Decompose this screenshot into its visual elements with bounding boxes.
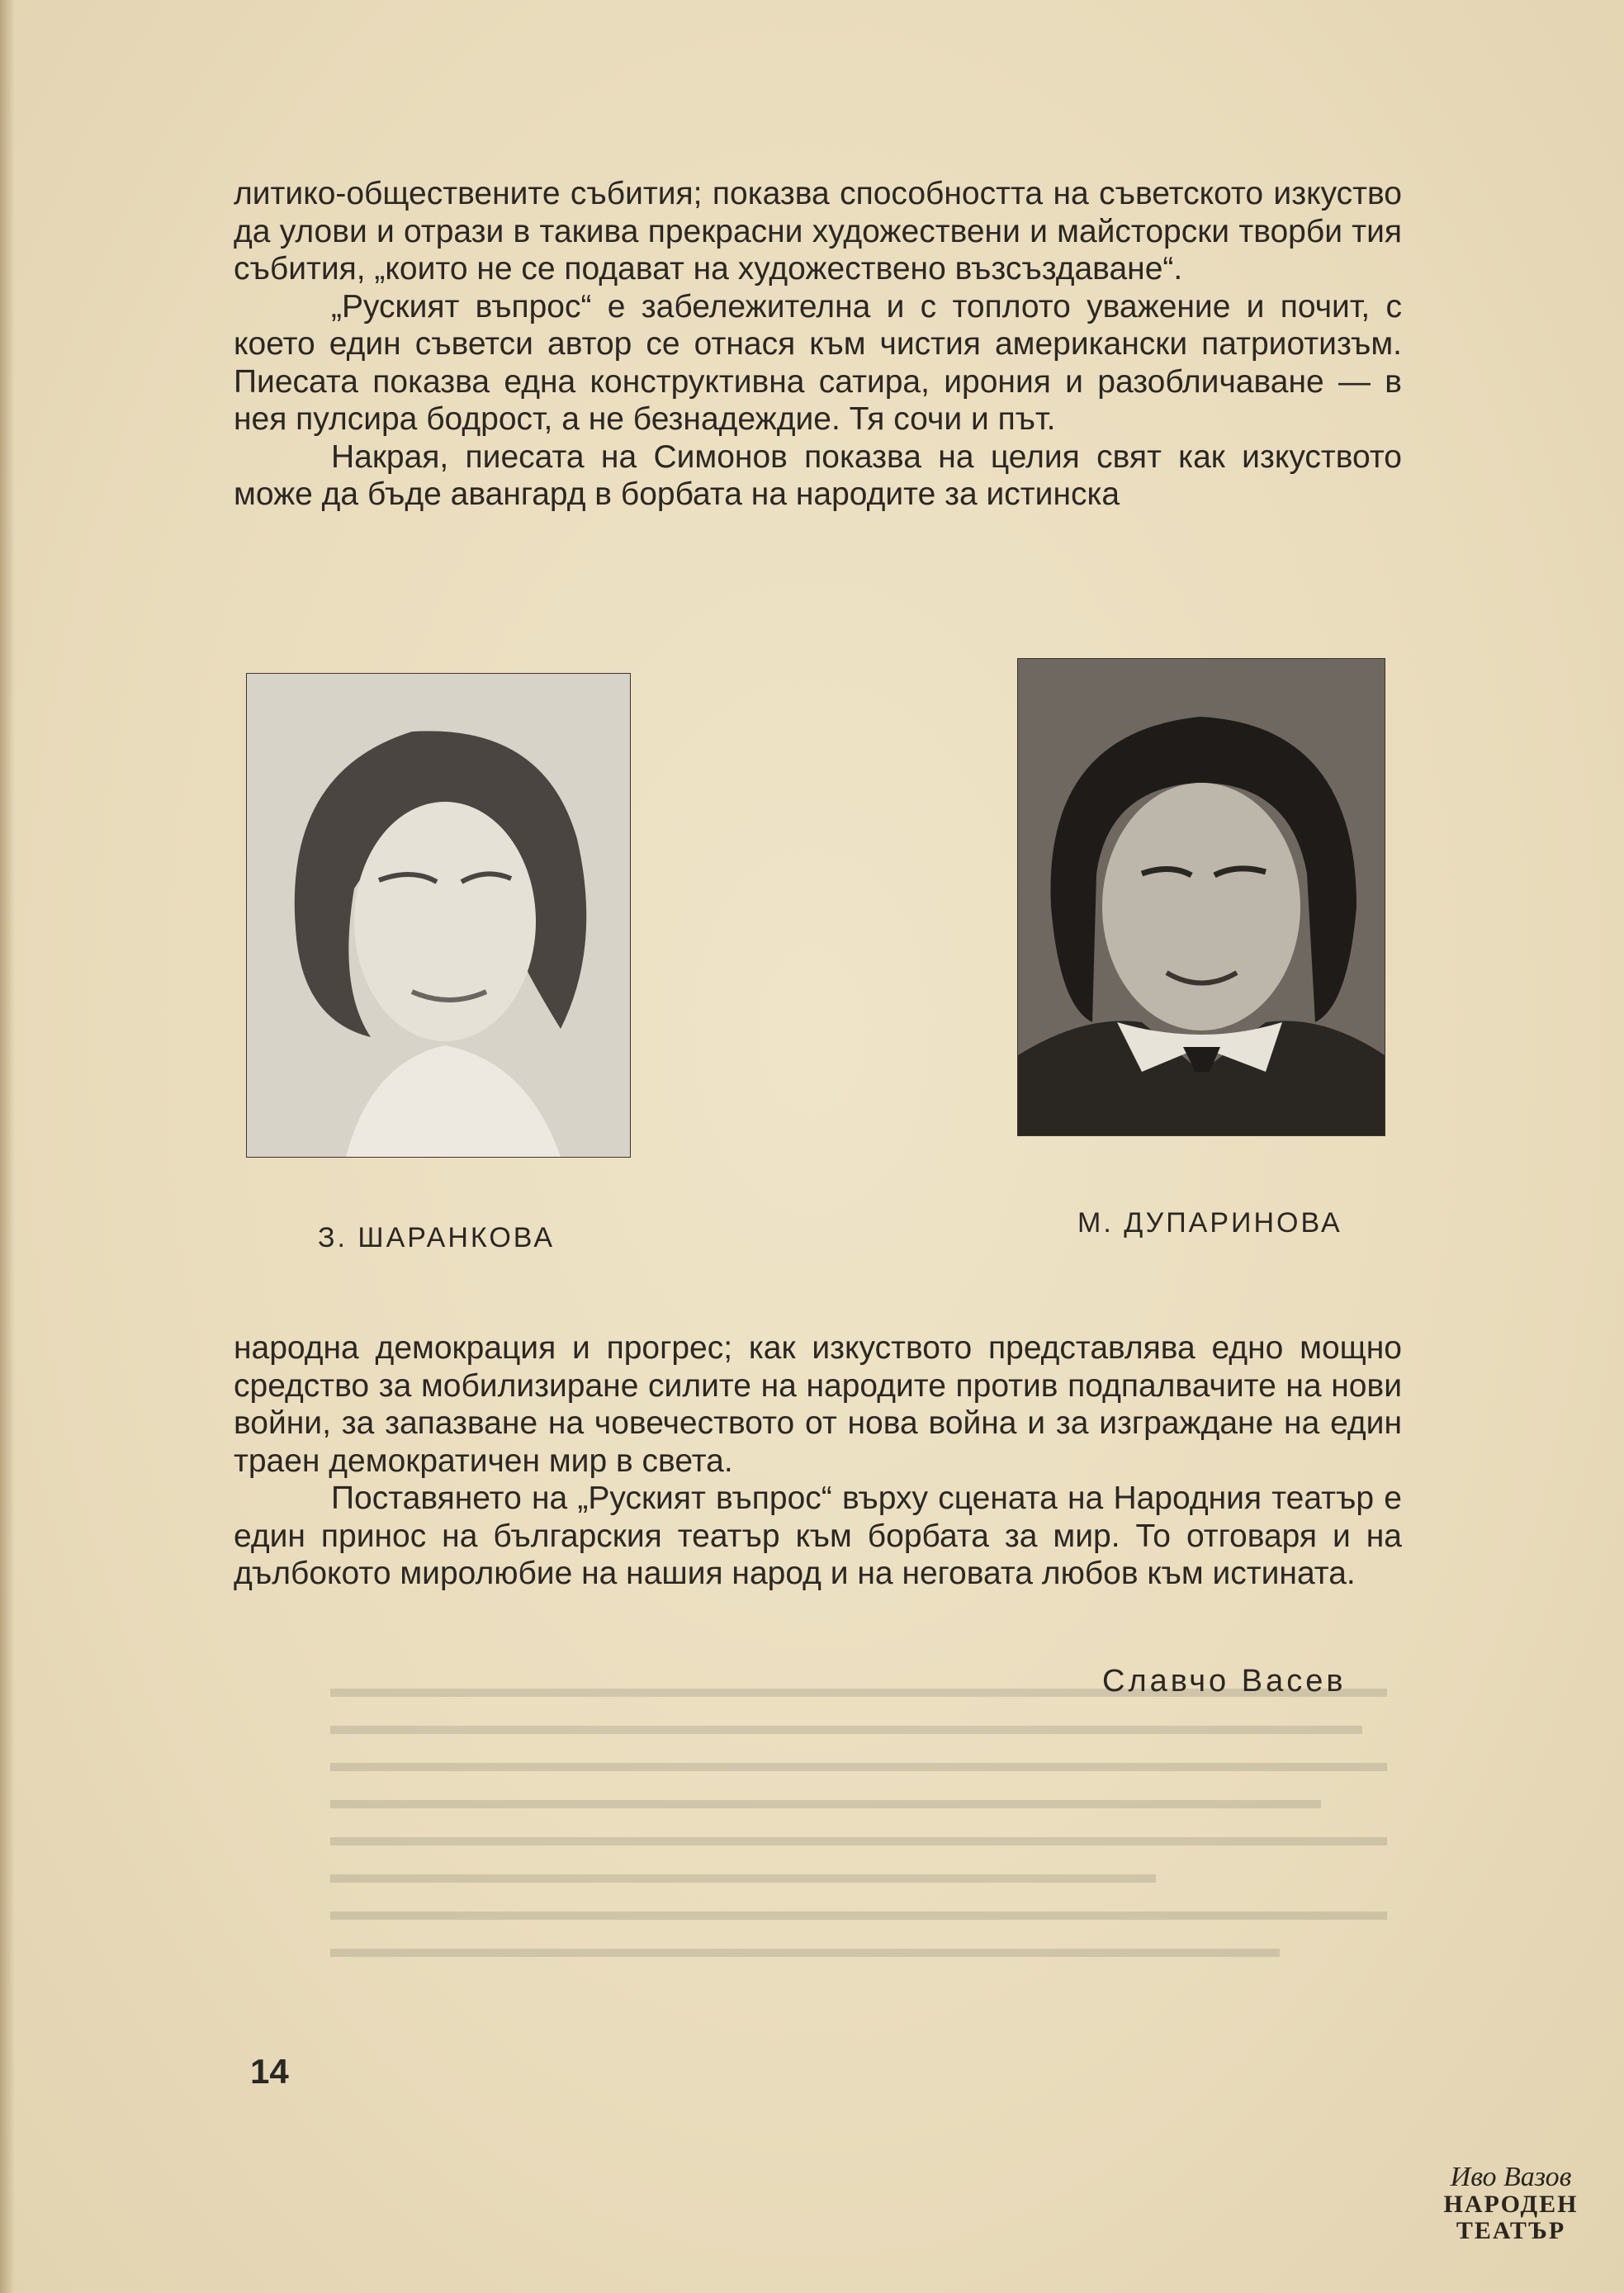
portrait-photo-duparinova — [1017, 658, 1385, 1136]
logo-line: ТЕАТЪР — [1456, 2217, 1566, 2244]
logo-line: НАРОДЕН — [1443, 2191, 1579, 2218]
national-theatre-logo — [1441, 2163, 1581, 2254]
paragraph: народна демокрация и прогрес; как изкуството представлява едно мощно средство за мобилизиране силите на народите против подпалвачите на нови войни, за запазване на човечеството от нова война и за изграждане на един траен демократичен мир в света. — [234, 1330, 1402, 1479]
paragraph: „Руският въпрос“ е забележителна и с топлото уважение и почит, с което един съветси автор се отнася към чистия американски патриотизъм. Пиесата показва една конструктивна сатира, ирония и разобличаване — в нея пулсира бодрост, а не безнадеждие. Тя сочи и път. — [234, 288, 1402, 437]
portrait-photo-sharankova — [246, 673, 631, 1158]
page-number: 14 — [250, 2052, 289, 2091]
page-edge-shadow — [0, 0, 15, 2293]
photo-caption: З. ШАРАНКОВА — [318, 1222, 555, 1253]
article-text-top — [234, 175, 1402, 514]
show-through-text — [330, 1676, 1404, 1965]
logo-script: Иво Вазов — [1450, 2162, 1572, 2192]
article-text-bottom — [234, 1329, 1402, 1593]
paragraph: литико-обществените събития; показва способността на съветското изкуство да улови и отрази в такива прекрасни художествени и майсторски творби тия събития, „които не се подават на художествено възсъздаване“. — [234, 176, 1402, 287]
paragraph: Накрая, пиесата на Симонов показва на целия свят как изкуството може да бъде авангард в борбата на народите за истинска — [234, 438, 1402, 512]
photo-caption: М. ДУПАРИНОВА — [1077, 1207, 1342, 1239]
paragraph: Поставянето на „Руският въпрос“ върху сцената на Народния театър е един принос на българския театър към борбата за мир. То отговаря и на дълбокото миролюбие на нашия народ и на неговата любов към истината. — [234, 1481, 1402, 1591]
author-signature: Славчо Васев — [1102, 1664, 1347, 1698]
